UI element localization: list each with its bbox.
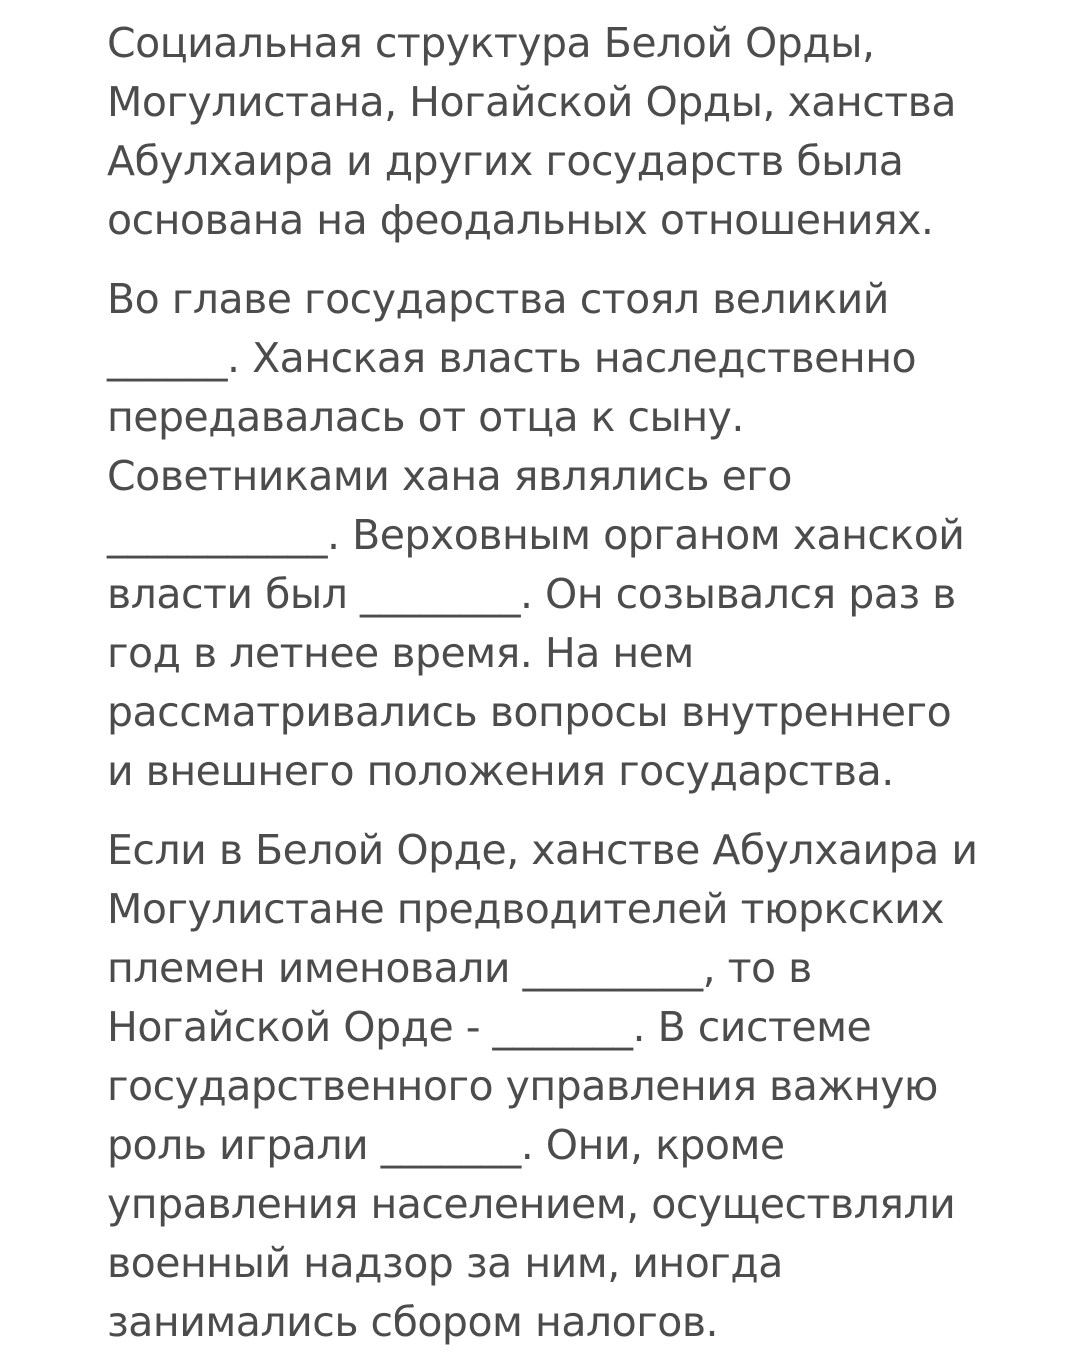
text-line: Советниками хана являлись его — [107, 452, 792, 500]
paragraph-head-of-state — [107, 270, 1057, 801]
text-line: Могулистане предводителей тюркских — [107, 885, 944, 933]
text-line: и внешнего положения государства. — [107, 747, 894, 795]
text-line: государственного управления важную — [107, 1062, 938, 1110]
text-line: Могулистана, Ногайской Орды, ханства — [107, 78, 956, 126]
text-line: ______. Ханская власть наследственно — [107, 334, 917, 382]
text-line: основана на феодальных отношениях. — [107, 196, 934, 244]
text-line: власти был ________. Он созывался раз в — [107, 570, 956, 618]
text-line: ___________. Верховным органом ханской — [107, 511, 965, 559]
paragraph-social-structure — [107, 14, 1057, 250]
text-line: военный надзор за ним, иногда — [107, 1239, 783, 1287]
text-line: Если в Белой Орде, ханстве Абулхаира и — [107, 826, 978, 874]
text-line: Ногайской Орде - _______. В системе — [107, 1003, 872, 1051]
text-line: передавалась от отца к сыну. — [107, 393, 744, 441]
text-line: управления населением, осуществляли — [107, 1180, 956, 1228]
text-line: занимались сбором налогов. — [107, 1298, 719, 1346]
text-line: год в летнее время. На нем — [107, 629, 694, 677]
text-line: рассматривались вопросы внутреннего — [107, 688, 952, 736]
text-line: племен именовали _________, то в — [107, 944, 812, 992]
text-line: роль играли _______. Они, кроме — [107, 1121, 785, 1169]
document-text — [107, 14, 1057, 1352]
text-line: Социальная структура Белой Орды, — [107, 19, 875, 67]
paragraph-tribal-leaders — [107, 821, 1057, 1352]
text-line: Во главе государства стоял великий — [107, 275, 889, 323]
text-line: Абулхаира и других государств была — [107, 137, 904, 185]
